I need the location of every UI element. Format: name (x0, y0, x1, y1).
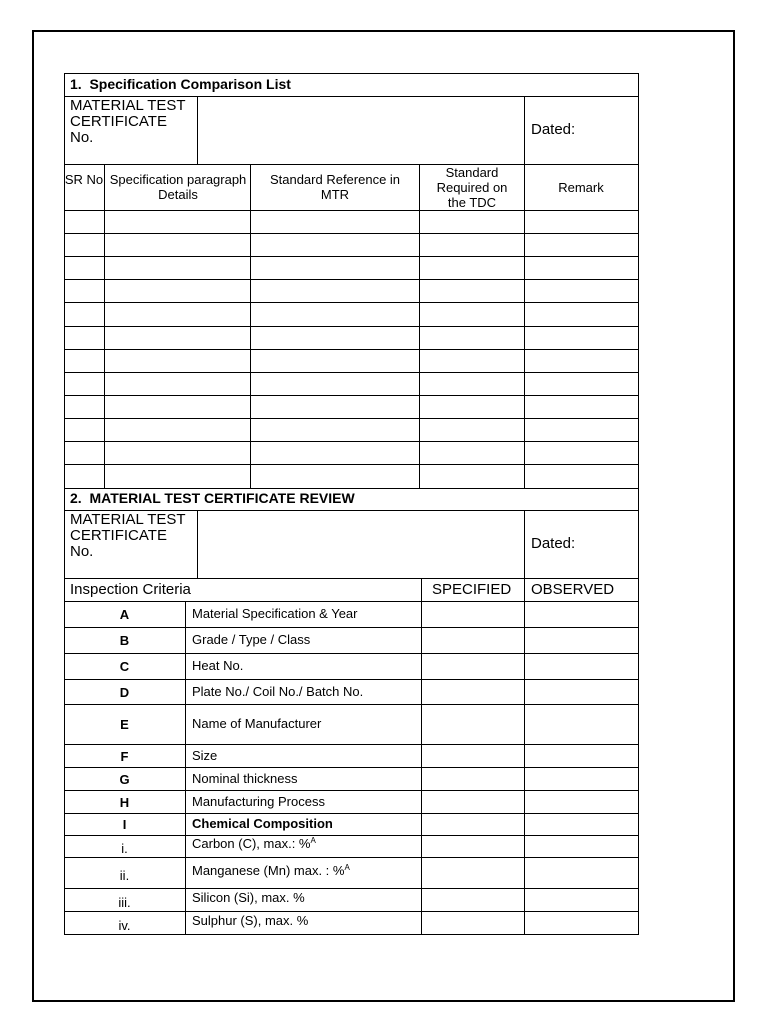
table-row-divider (64, 372, 639, 373)
section2-title: 2. MATERIAL TEST CERTIFICATE REVIEW (70, 490, 355, 506)
criteria-text: Plate No./ Coil No./ Batch No. (192, 683, 364, 699)
criteria-text: Sulphur (S), max. % (192, 912, 309, 928)
table-row-divider (64, 256, 639, 257)
col-standard-reference: Standard Reference in MTR (269, 172, 401, 202)
criteria-code: ii. (119, 867, 130, 883)
inspection-criteria-label: Inspection Criteria (70, 581, 191, 598)
table-row-divider (64, 418, 639, 419)
col-standard-required: Standard Required on the TDC (436, 165, 508, 210)
mtc-label-2: MATERIAL TEST CERTIFICATE No. (70, 511, 186, 560)
criteria-code: F (120, 748, 129, 764)
col-remark: Remark (558, 180, 604, 195)
criteria-code: iv. (118, 917, 131, 933)
col-spec-paragraph: Specification paragraph Details (109, 172, 247, 202)
table-row-divider (64, 233, 639, 234)
criteria-text: Carbon (C), max.: %$^A$ (192, 836, 316, 851)
criteria-code: G (119, 771, 130, 787)
criteria-code: i. (121, 841, 128, 856)
specified-label: SPECIFIED (432, 581, 512, 598)
table-row-divider (64, 279, 639, 280)
dated-label: Dated: (531, 121, 576, 138)
criteria-text: Heat No. (192, 658, 244, 673)
criteria-text: Material Specification & Year (192, 606, 358, 621)
dated-label-2: Dated: (531, 535, 576, 552)
criteria-text: Size (192, 747, 218, 763)
mtc-label: MATERIAL TEST CERTIFICATE No. (70, 97, 186, 146)
criteria-text: Manufacturing Process (192, 793, 325, 809)
table-row-divider (64, 441, 639, 442)
criteria-code: H (119, 794, 130, 810)
section1-title: 1. Specification Comparison List (70, 76, 291, 92)
table-row-divider (64, 464, 639, 465)
criteria-code: D (119, 684, 130, 700)
col-sr-no: SR No (64, 172, 104, 187)
criteria-code: iii. (118, 894, 131, 910)
criteria-code: C (119, 659, 130, 674)
observed-label: OBSERVED (531, 581, 615, 598)
table-row-divider (64, 395, 639, 396)
footnote-marker: A (344, 862, 350, 872)
criteria-text: Grade / Type / Class (192, 632, 311, 647)
table-row-divider (64, 349, 639, 350)
criteria-code: E (120, 717, 129, 732)
criteria-code: A (119, 607, 130, 622)
criteria-text: Nominal thickness (192, 770, 298, 786)
criteria-code: B (119, 633, 130, 648)
criteria-text: Manganese (Mn) max. : %$^A$ (192, 862, 350, 878)
criteria-text: Name of Manufacturer (192, 716, 322, 731)
table-row-divider (64, 302, 639, 303)
footnote-marker: A (310, 836, 316, 845)
table-row-divider (64, 326, 639, 327)
criteria-code: I (122, 817, 127, 832)
criteria-text: Silicon (Si), max. % (192, 889, 305, 905)
criteria-text: Chemical Composition (192, 816, 333, 831)
